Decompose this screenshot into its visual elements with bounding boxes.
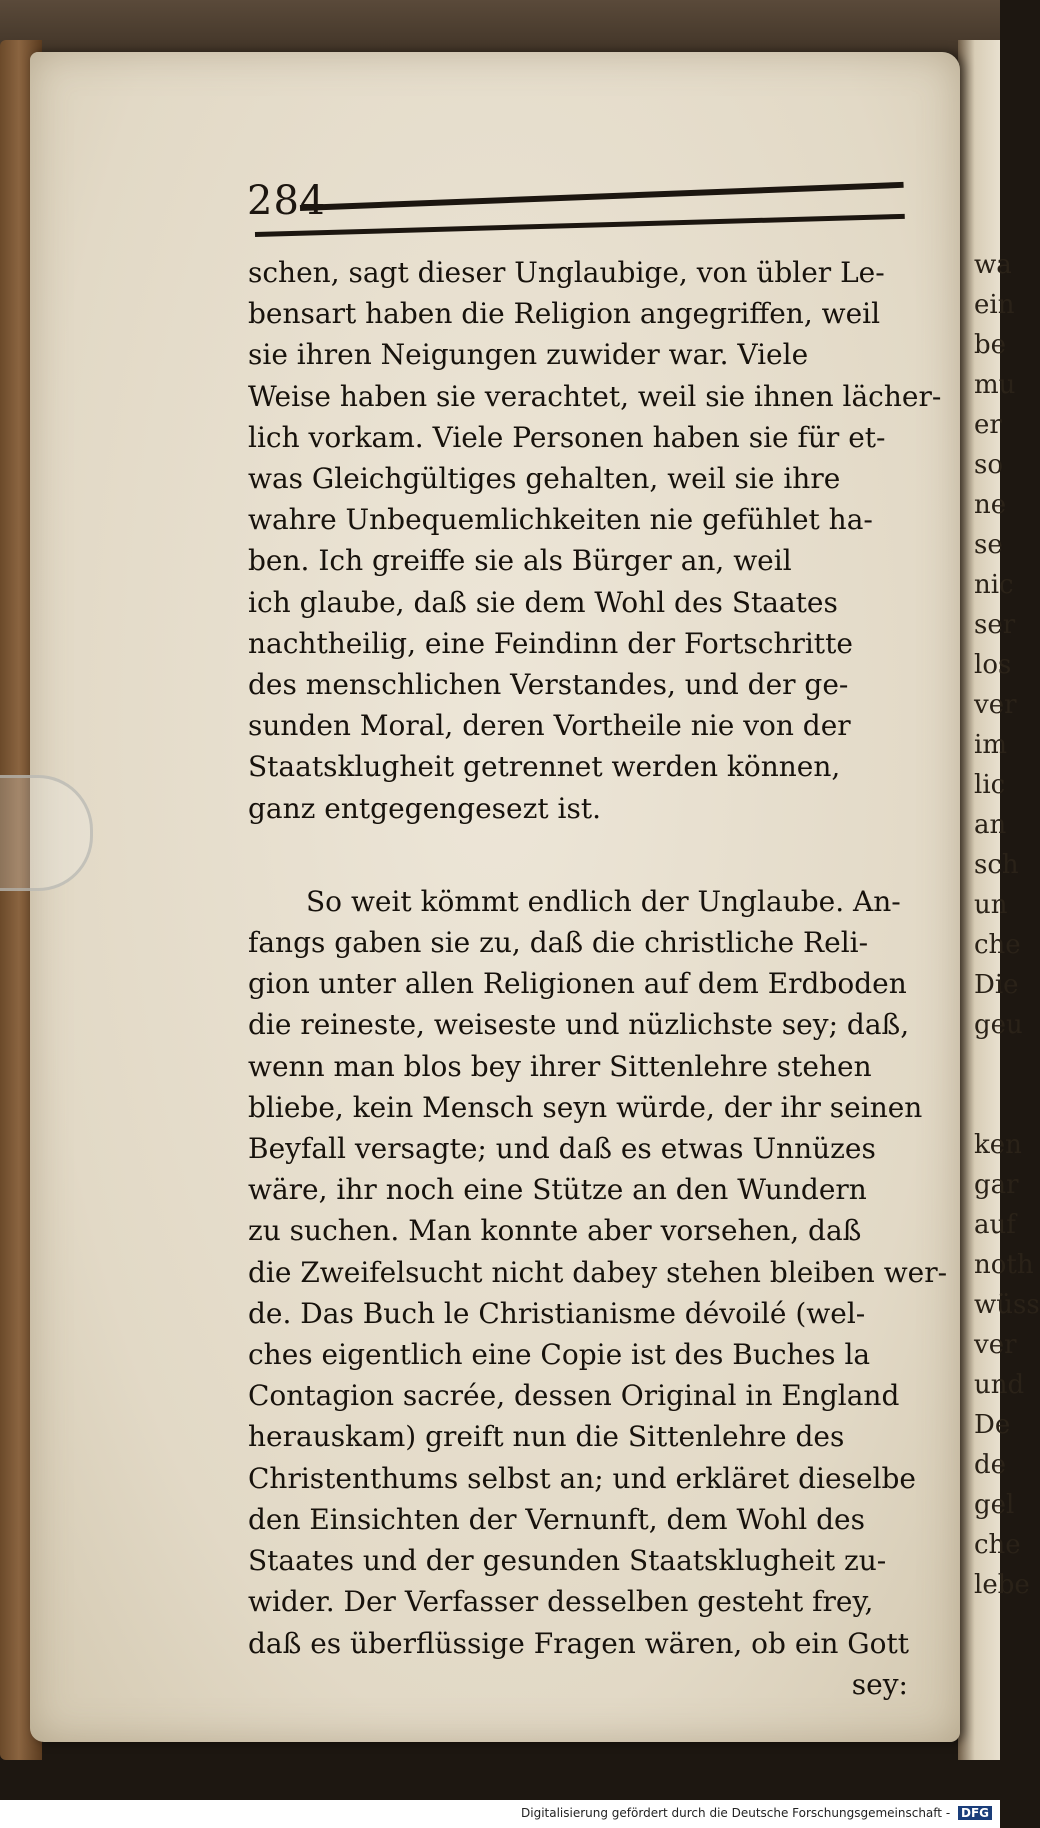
text-line: die Zweifelsucht nicht dabey stehen bleiben wer- — [248, 1255, 948, 1289]
text-line: Staatsklugheit getrennet werden können, — [248, 750, 841, 784]
text-line: daß es überflüssige Fragen wären, ob ein Gott — [248, 1626, 910, 1660]
text-line: nachtheilig, eine Feindinn der Fortschritte — [248, 626, 853, 660]
paragraph-gap — [248, 829, 908, 881]
dfg-logo: DFG — [958, 1806, 992, 1820]
page-text — [248, 252, 948, 1705]
text-line: wäre, ihr noch eine Stütze an den Wundern — [248, 1173, 867, 1207]
paragraph-2 — [248, 881, 948, 1705]
facing-page-edge — [958, 40, 1040, 1760]
text-line: Contagion sacrée, dessen Original in England — [248, 1379, 900, 1413]
text-line: ich glaube, daß sie dem Wohl des Staates — [248, 585, 838, 619]
text-line: bensart haben die Religion angegriffen, weil — [248, 297, 881, 331]
text-line: wahre Unbequemlichkeiten nie gefühlet ha- — [248, 503, 873, 537]
text-line: Staates und der gesunden Staatsklugheit zu- — [248, 1544, 887, 1578]
text-line: des menschlichen Verstandes, und der ge- — [248, 668, 849, 702]
text-line: bliebe, kein Mensch seyn würde, der ihr seinen — [248, 1090, 923, 1124]
text-line: herauskam) greift nun die Sittenlehre des — [248, 1420, 845, 1454]
text-line: So weit kömmt endlich der Unglaube. An- — [306, 884, 901, 918]
text-line: was Gleichgültiges gehalten, weil sie ihre — [248, 462, 841, 496]
text-line: Christenthums selbst an; und erkläret dieselbe — [248, 1461, 916, 1495]
text-line: Weise haben sie verachtet, weil sie ihnen lächer- — [248, 379, 942, 413]
text-line: Beyfall versagte; und daß es etwas Unnüzes — [248, 1132, 876, 1166]
text-line: gion unter allen Religionen auf dem Erdboden — [248, 967, 907, 1001]
text-line: zu suchen. Man konnte aber vorsehen, daß — [248, 1214, 862, 1248]
text-line: ganz entgegengesezt ist. — [248, 791, 601, 825]
text-line: sunden Moral, deren Vortheile nie von der — [248, 709, 851, 743]
text-line: sey: — [851, 1667, 908, 1701]
facing-page-text: wa ein be mu er so ne se nic ser los ver im lic an sch un che Die geu ken gar auf noth wüss ver und De de gel che lebe — [974, 250, 1040, 1600]
text-line: den Einsichten der Vernunft, dem Wohl des — [248, 1502, 865, 1536]
text-line: lich vorkam. Viele Personen haben sie für et- — [248, 420, 886, 454]
credit-text: Digitalisierung gefördert durch die Deutsche Forschungsgemeinschaft - — [521, 1806, 951, 1820]
funding-credit — [521, 1806, 992, 1820]
text-line: sie ihren Neigungen zuwider war. Viele — [248, 338, 809, 372]
text-line: fangs gaben sie zu, daß die christliche Reli- — [248, 926, 869, 960]
text-line: schen, sagt dieser Unglaubige, von übler Le- — [248, 256, 885, 289]
text-line: die reineste, weiseste und nüzlichste sey; daß, — [248, 1008, 910, 1042]
text-line: ches eigentlich eine Copie ist des Buches la — [248, 1338, 871, 1372]
text-line: wider. Der Verfasser desselben gesteht frey, — [248, 1585, 874, 1619]
page-number: 284 — [247, 178, 327, 224]
text-line: ben. Ich greiffe sie als Bürger an, weil — [248, 544, 792, 578]
text-line: wenn man blos bey ihrer Sittenlehre stehen — [248, 1049, 872, 1083]
paragraph-1 — [248, 252, 942, 829]
text-line: de. Das Buch le Christianisme dévoilé (wel- — [248, 1296, 866, 1330]
